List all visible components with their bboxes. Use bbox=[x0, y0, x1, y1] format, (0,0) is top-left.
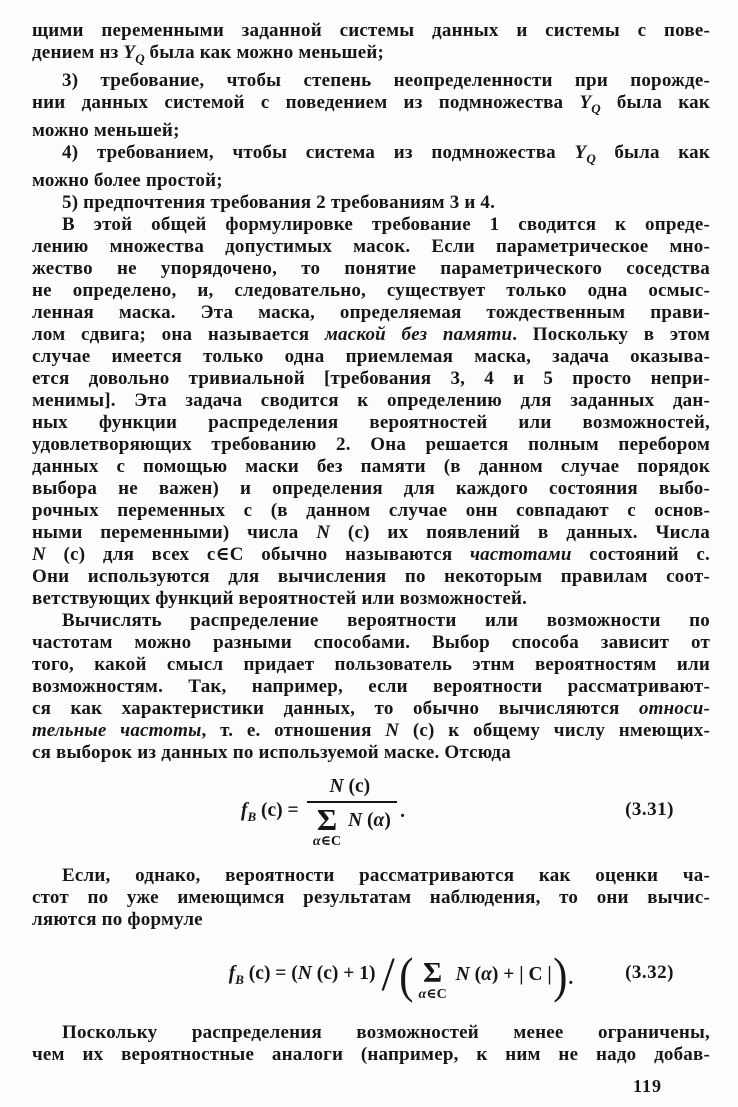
text-run: ных функции распределения вероятностей или возможностей, bbox=[32, 412, 710, 433]
text-run: N bbox=[450, 964, 470, 985]
eq331-lhs bbox=[241, 800, 304, 825]
text-run: ся выборок из данных по используемой маске. Отсюда bbox=[32, 742, 511, 763]
division-slash: / bbox=[381, 948, 395, 1002]
text-run: Y bbox=[574, 142, 587, 163]
text-line bbox=[32, 522, 710, 544]
text-run: . bbox=[705, 544, 710, 565]
text-run: N bbox=[316, 522, 331, 543]
text-run: Q bbox=[135, 51, 145, 66]
fraction-numerator bbox=[307, 775, 398, 803]
text-run: c bbox=[696, 544, 706, 565]
text-run: N bbox=[329, 775, 344, 797]
right-paren: ) bbox=[552, 946, 568, 1003]
text-run: | bbox=[542, 964, 552, 985]
text-run: ( bbox=[469, 964, 482, 985]
text-run: была как bbox=[600, 92, 710, 113]
summand bbox=[451, 964, 552, 986]
text-run: не определено, и, следовательно, существует только одна осмыс- bbox=[32, 280, 710, 301]
text-run: возможностям. Так, например, если вероятности рассматривают- bbox=[32, 676, 710, 697]
text-run: относи- bbox=[638, 698, 710, 719]
text-run: α bbox=[481, 964, 492, 985]
sigma-symbol: Σ bbox=[423, 956, 443, 989]
text-run: ∈ bbox=[215, 544, 230, 565]
text-run: c bbox=[267, 799, 277, 821]
text-run: Y bbox=[579, 92, 592, 113]
text-line bbox=[32, 142, 710, 170]
text-run: ( bbox=[362, 809, 374, 831]
text-line bbox=[32, 390, 710, 412]
summation-limits bbox=[419, 988, 447, 1002]
text-run: N bbox=[385, 720, 400, 741]
text-line bbox=[32, 170, 710, 192]
text-run: c bbox=[419, 720, 428, 741]
text-line bbox=[32, 434, 710, 456]
equation-number: (3.32) bbox=[625, 962, 674, 984]
text-run: 3) требование, чтобы степень неопределенности при порожде- bbox=[62, 70, 710, 91]
text-block-bottom bbox=[32, 1022, 710, 1066]
text-run: Y bbox=[123, 42, 136, 63]
text-run: частотам можно разными способами. Выбор способа зависит от bbox=[32, 632, 710, 653]
text-line bbox=[32, 610, 710, 632]
equation-3-31-body bbox=[241, 775, 405, 849]
text-line bbox=[32, 456, 710, 478]
text-line bbox=[32, 324, 710, 346]
text-run: случае имеется только одна приемлемая маска, задача оказыва- bbox=[32, 346, 710, 367]
text-run: менимы]. Эта задача сводится к определению для заданных дан- bbox=[32, 390, 710, 411]
text-run: ветствующих функций вероятностей или возможностей. bbox=[32, 588, 528, 609]
text-line bbox=[32, 92, 710, 120]
eq332-lhs bbox=[229, 963, 376, 988]
text-line bbox=[32, 909, 710, 931]
period: . bbox=[568, 967, 574, 989]
text-run: C bbox=[436, 987, 447, 1003]
text-run: , т. е. отношения bbox=[201, 720, 386, 741]
text-line bbox=[32, 192, 710, 214]
text-run: ( bbox=[343, 775, 355, 797]
text-run: B bbox=[247, 808, 257, 824]
fraction-denominator bbox=[312, 801, 391, 850]
text-run: c bbox=[354, 522, 364, 543]
text-run: того, какой смысл придает пользователь этнм вероятностям или bbox=[32, 654, 710, 675]
text-run: данных с помощью маски без памяти (в данном случае порядок bbox=[32, 456, 710, 477]
text-run: f bbox=[228, 962, 236, 984]
text-line bbox=[32, 887, 710, 909]
summation-limits bbox=[313, 835, 341, 849]
text-line bbox=[32, 1022, 710, 1044]
text-line bbox=[32, 544, 710, 566]
text-run: щими переменными заданной системы данных и системы с пове- bbox=[32, 20, 710, 41]
text-run: Q bbox=[586, 151, 596, 166]
text-line bbox=[32, 120, 710, 142]
text-run: ∈ bbox=[320, 834, 331, 850]
text-line bbox=[32, 368, 710, 390]
text-run: удовлетворяющих требованию 2. Она решается полным перебором bbox=[32, 434, 710, 455]
text-run: ными переменными) числа bbox=[32, 522, 317, 543]
text-run: α bbox=[418, 987, 427, 1003]
text-line bbox=[32, 280, 710, 302]
text-run: тельные частоты bbox=[32, 720, 202, 741]
text-run: выбора не важен) и определения для каждого состояния выбо- bbox=[32, 478, 710, 499]
text-run: C bbox=[229, 544, 244, 565]
summation bbox=[312, 801, 342, 850]
text-run: дением нз bbox=[32, 42, 124, 63]
text-run: N bbox=[32, 544, 46, 565]
text-run: ) = bbox=[276, 799, 304, 821]
text-run: ) bbox=[384, 809, 391, 831]
text-line bbox=[32, 698, 710, 720]
text-line bbox=[32, 654, 710, 676]
text-run: N bbox=[297, 962, 312, 984]
text-run: c bbox=[70, 544, 79, 565]
text-line bbox=[32, 70, 710, 92]
summation bbox=[418, 956, 447, 1003]
spacer bbox=[32, 1013, 710, 1022]
spacer bbox=[32, 858, 710, 865]
text-line bbox=[32, 742, 710, 764]
text-run: c bbox=[255, 962, 264, 984]
text-line bbox=[32, 588, 710, 610]
text-line bbox=[32, 865, 710, 887]
page-number: 119 bbox=[632, 1076, 662, 1096]
text-run: рочных переменных bbox=[32, 500, 244, 521]
text-block-top bbox=[32, 20, 710, 764]
left-paren: ( bbox=[399, 946, 414, 1003]
fraction bbox=[307, 775, 398, 849]
text-run: B bbox=[235, 971, 244, 987]
text-run: можно более простой; bbox=[32, 170, 223, 191]
text-run: чем их вероятностные аналоги (например, к ним не надо добав- bbox=[32, 1044, 710, 1065]
text-run: ется довольно тривиальной [требования 3, 4 и 5 просто непри- bbox=[32, 368, 710, 389]
text-run: ляются по формуле bbox=[32, 909, 203, 930]
text-run: ( bbox=[330, 522, 355, 543]
text-line bbox=[32, 1044, 710, 1066]
text-run: нии данных системой с поведением из подмножества bbox=[32, 92, 580, 113]
text-line bbox=[32, 214, 710, 236]
text-run: ) к общему числу нмеющих- bbox=[428, 720, 710, 741]
text-block-middle bbox=[32, 865, 710, 931]
text-run: частотами bbox=[470, 544, 572, 565]
text-run: 4) требованием, чтобы система из подмножества bbox=[62, 142, 575, 163]
text-run: Вычислять распределение вероятности или возможности по bbox=[62, 610, 710, 631]
text-run: ( bbox=[311, 962, 324, 984]
text-run: обычно называются bbox=[243, 544, 470, 565]
text-run: N bbox=[348, 809, 363, 831]
text-run: можно меньшей; bbox=[32, 120, 180, 141]
text-run: ) + 1) bbox=[331, 962, 376, 984]
equation-3-32-body bbox=[228, 946, 574, 1003]
text-run: C bbox=[330, 834, 342, 850]
text-line bbox=[32, 478, 710, 500]
text-run: ) bbox=[363, 775, 371, 797]
text-run: ∈ bbox=[426, 987, 437, 1003]
text-run: ) для всех bbox=[78, 544, 207, 565]
text-line bbox=[32, 632, 710, 654]
text-run: α bbox=[312, 834, 321, 850]
text-run: В этой общей формулировке требование 1 сводится к опреде- bbox=[62, 214, 710, 235]
text-run: . Поскольку в этом bbox=[512, 324, 710, 345]
text-run: Если, однако, вероятности рассматриваются как оценки ча- bbox=[62, 865, 710, 886]
equation-3-32 bbox=[32, 939, 710, 1011]
text-run: ( bbox=[45, 544, 71, 565]
period: . bbox=[400, 801, 406, 822]
text-run: Q bbox=[591, 101, 601, 116]
equation-3-31 bbox=[32, 769, 710, 855]
text-run: состояний bbox=[571, 544, 697, 565]
text-run: C bbox=[528, 964, 543, 985]
text-run: была как bbox=[595, 142, 710, 163]
text-run: ( bbox=[243, 962, 256, 984]
text-run: ( bbox=[399, 720, 420, 741]
text-line bbox=[32, 42, 710, 70]
text-run: f bbox=[240, 799, 248, 821]
text-run: ленная маска. Эта маска, определяемая тождественным прави- bbox=[32, 302, 710, 323]
text-line bbox=[32, 258, 710, 280]
text-run: ся как характеристики данных, то обычно вычисляются bbox=[32, 698, 639, 719]
equation-number: (3.31) bbox=[625, 799, 674, 821]
text-run: лению множества допустимых масок. Если параметрическое мно- bbox=[32, 236, 710, 257]
text-run: 5) предпочтения требования 2 требованиям 3 и 4. bbox=[62, 192, 496, 213]
text-run: ) + | bbox=[491, 964, 529, 985]
text-run: ) = ( bbox=[263, 962, 298, 984]
text-run: жество не упорядочено, то понятие параметрического соседства bbox=[32, 258, 710, 279]
text-run: лом сдвига; она называется bbox=[32, 324, 325, 345]
text-line bbox=[32, 412, 710, 434]
text-run: (в данном случае онн совпадают с основ- bbox=[252, 500, 710, 521]
text-run: c bbox=[355, 775, 364, 797]
text-run: ) их появлений в данных. Числа bbox=[363, 522, 710, 543]
text-line bbox=[32, 566, 710, 588]
text-run: ( bbox=[256, 799, 268, 821]
text-run: Они используются для вычисления по некоторым правилам соот- bbox=[32, 566, 710, 587]
text-run: маской без памяти bbox=[324, 324, 513, 345]
text-line bbox=[32, 346, 710, 368]
sigma-symbol: Σ bbox=[316, 801, 338, 837]
text-line bbox=[32, 720, 710, 742]
text-line bbox=[32, 676, 710, 698]
text-run: c bbox=[206, 544, 216, 565]
text-line bbox=[32, 500, 710, 522]
text-line bbox=[32, 20, 710, 42]
text-run: c bbox=[323, 962, 332, 984]
text-line bbox=[32, 236, 710, 258]
text-run: с bbox=[243, 500, 253, 521]
text-run: α bbox=[373, 809, 385, 831]
text-line bbox=[32, 302, 710, 324]
summand bbox=[348, 810, 391, 832]
text-run: Поскольку распределения возможностей менее ограничены, bbox=[62, 1022, 710, 1043]
text-run: стот по уже имеющимся результатам наблюдения, то они вычис- bbox=[32, 887, 710, 908]
text-run: была как можно меньшей; bbox=[144, 42, 385, 63]
